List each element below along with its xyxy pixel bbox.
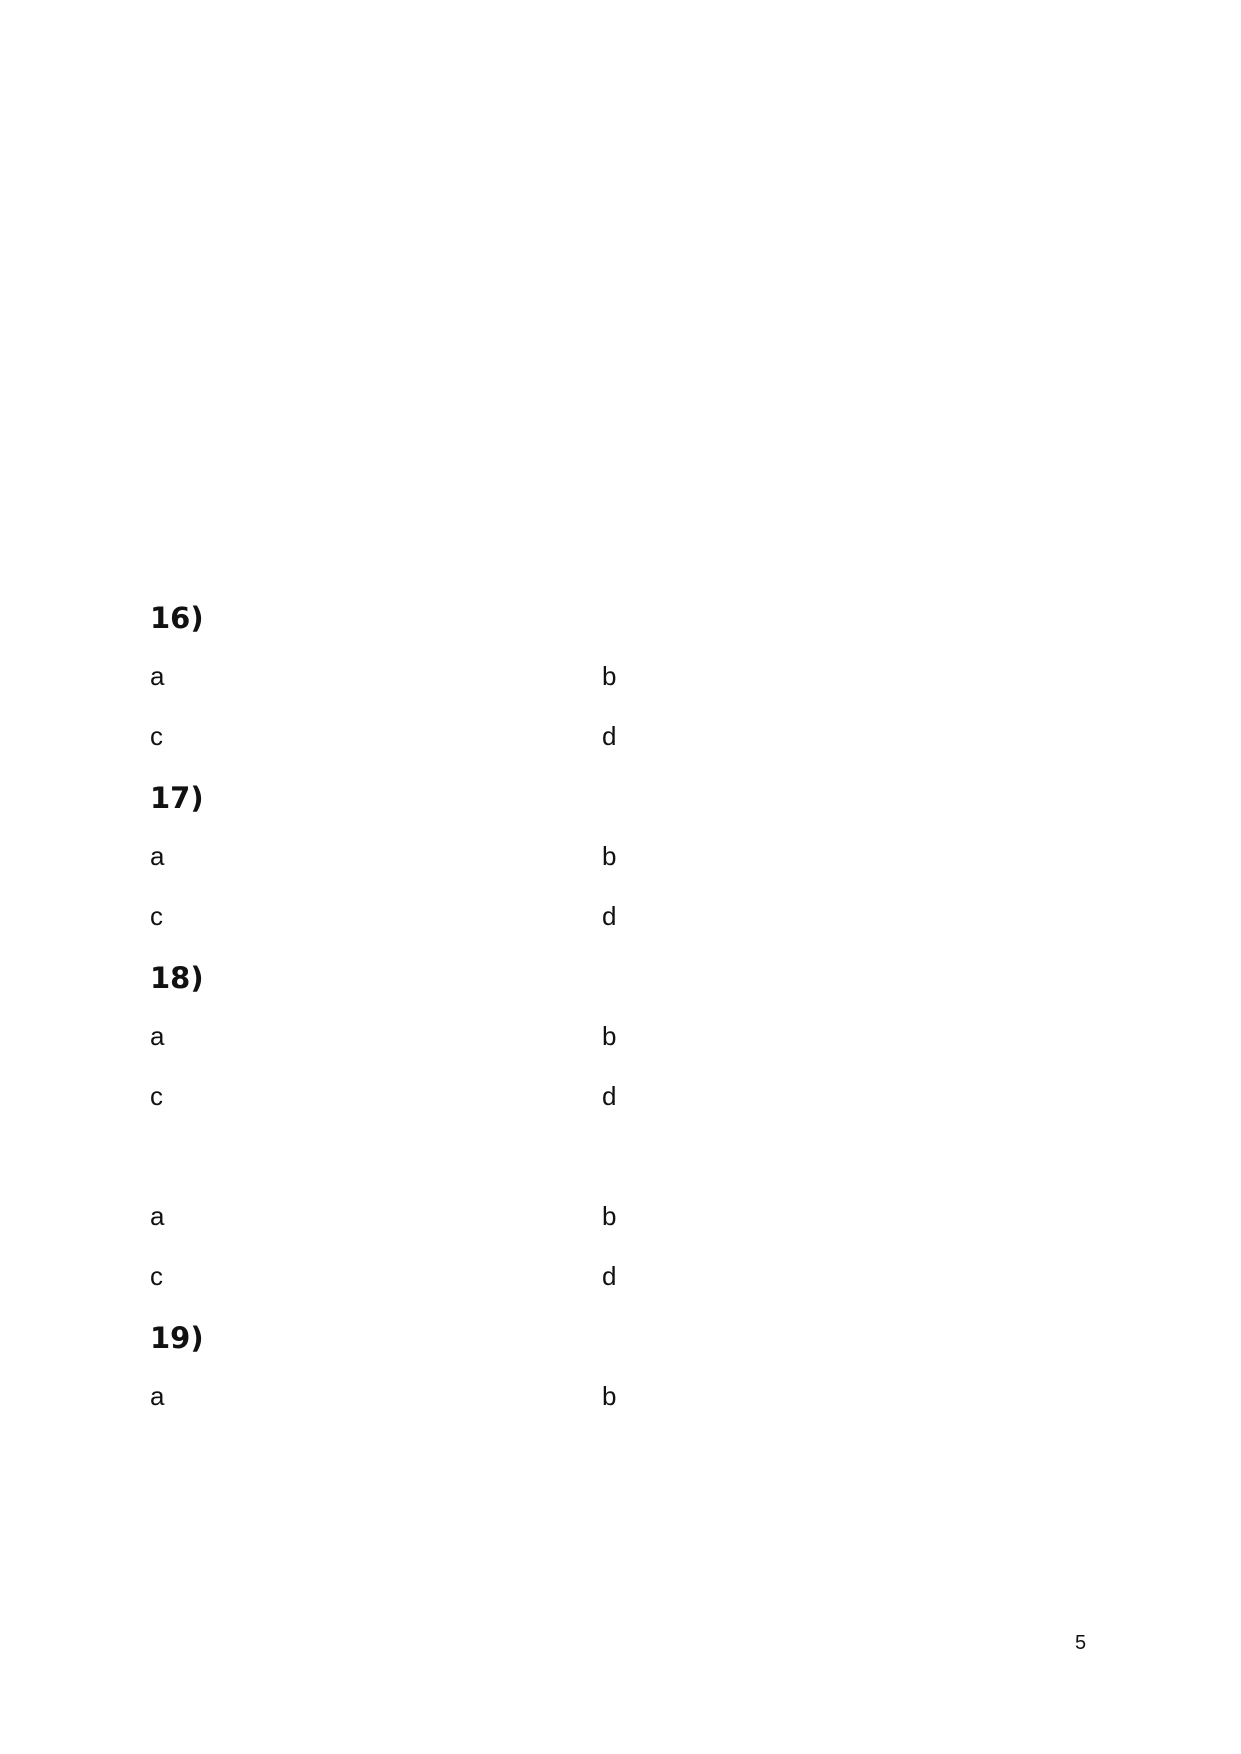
option-letter: c [150,1261,163,1291]
option-unnumbered-c[interactable] [150,1254,590,1298]
option-unnumbered-d[interactable] [602,1254,1082,1298]
option-letter: c [150,1081,163,1111]
question-number: 19) [150,1321,204,1355]
option-18c[interactable] [150,1074,590,1118]
passage-line [150,265,1100,305]
option-letter: b [602,841,617,871]
passage-line [150,145,1100,185]
passage-line [150,545,1100,585]
option-unnumbered-a[interactable] [150,1194,590,1238]
option-19b[interactable] [602,1374,1082,1418]
page-number: 5 [1075,1632,1087,1654]
option-letter: c [150,901,163,931]
question-19 [150,1314,1100,1362]
option-17c[interactable] [150,894,590,938]
option-17d[interactable] [602,894,1082,938]
passage-line [150,425,1100,465]
option-letter: b [602,1381,617,1411]
option-letter: d [602,1081,617,1111]
option-16b[interactable] [602,654,1082,698]
question-unnumbered [150,1134,1100,1182]
passage-line [150,385,1100,425]
passage-line [150,305,1100,345]
option-16d[interactable] [602,714,1082,758]
passage-line [150,185,1100,225]
option-letter: a [150,1381,165,1411]
option-18b[interactable] [602,1014,1082,1058]
passage-line [150,505,1100,545]
option-letter: b [602,1021,617,1051]
option-16c[interactable] [150,714,590,758]
option-letter: d [602,901,617,931]
option-letter: a [150,1021,165,1051]
option-unnumbered-b[interactable] [602,1194,1082,1238]
option-letter: d [602,721,617,751]
question-number: 18) [150,961,204,995]
question-16 [150,594,1100,642]
option-letter: a [150,661,165,691]
option-17b[interactable] [602,834,1082,878]
option-17a[interactable] [150,834,590,878]
passage-line [150,465,1100,505]
option-letter: a [150,1201,165,1231]
option-18d[interactable] [602,1074,1082,1118]
passage-line [150,225,1100,265]
passage-line [150,345,1100,385]
question-17 [150,774,1100,822]
option-16a[interactable] [150,654,590,698]
option-19a[interactable] [150,1374,590,1418]
option-letter: c [150,721,163,751]
option-letter: a [150,841,165,871]
question-18 [150,954,1100,1002]
option-letter: b [602,661,617,691]
question-number: 17) [150,781,204,815]
question-number: 16) [150,601,204,635]
option-18a[interactable] [150,1014,590,1058]
option-letter: d [602,1261,617,1291]
option-letter: b [602,1201,617,1231]
passage-paragraph [150,145,1100,585]
